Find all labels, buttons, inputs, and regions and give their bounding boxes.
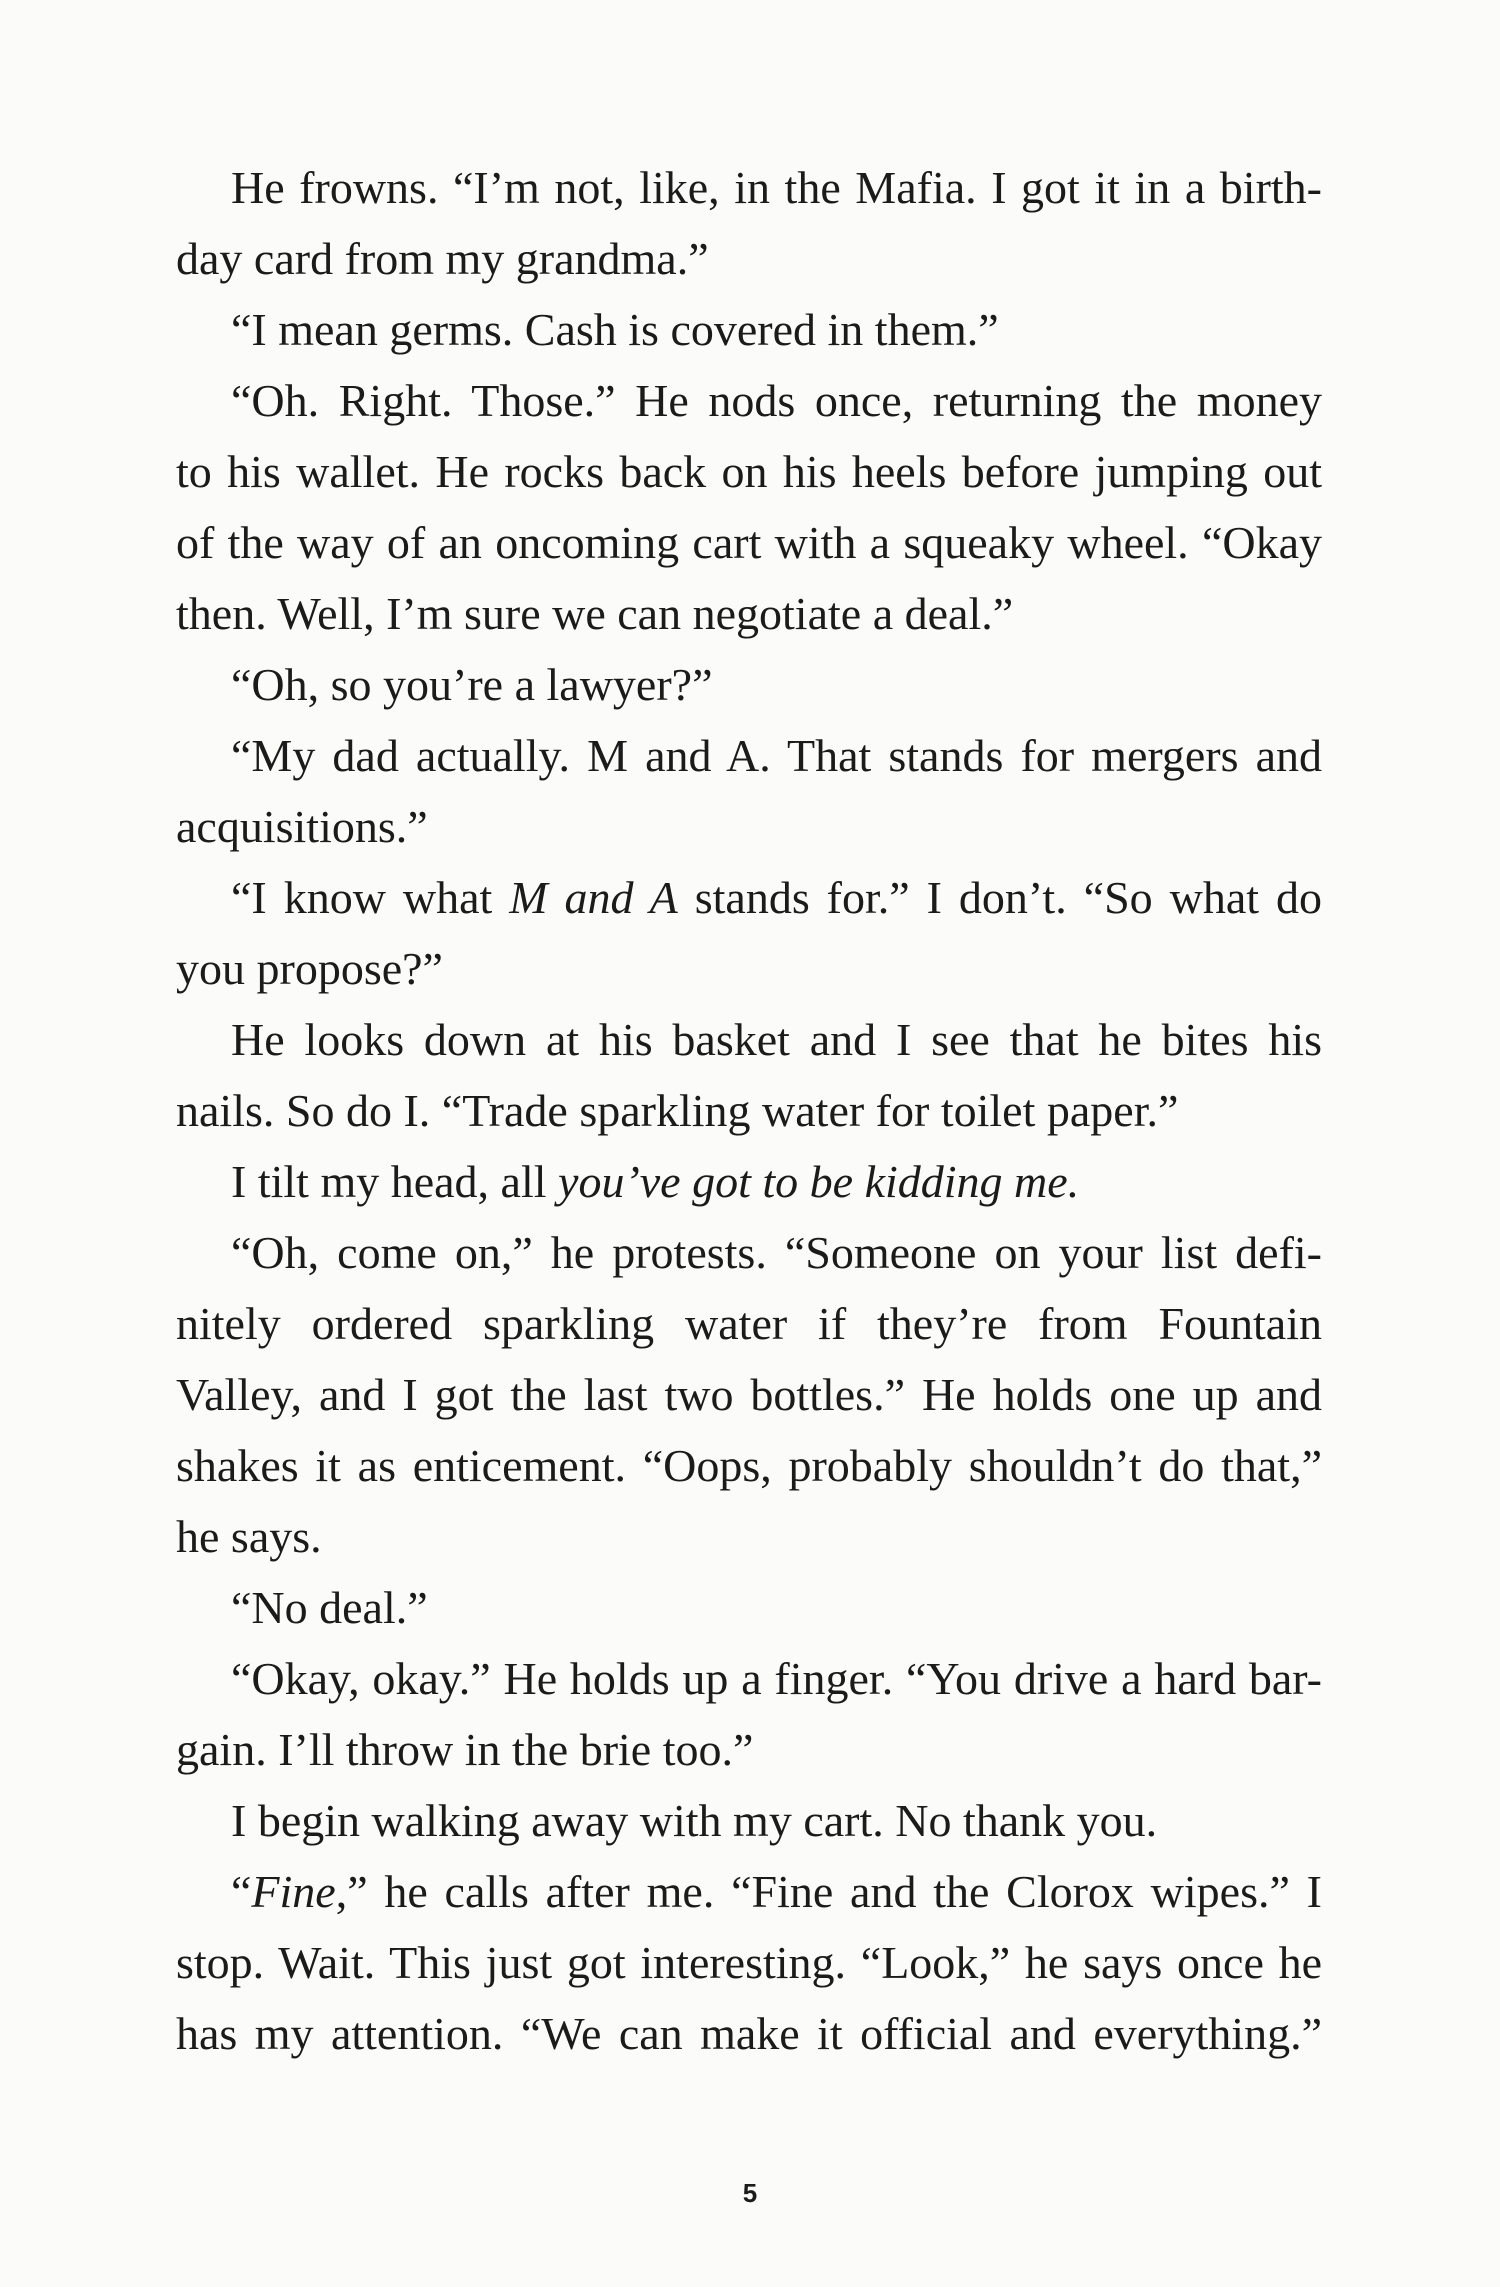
emphasis: Fine [251, 1866, 336, 1917]
text-line: he says. [176, 1511, 322, 1562]
text-line: of the way of an oncoming cart with a squeaky wheel. “Okay [176, 517, 1322, 568]
text-line: He looks down at his basket and I see that he bites his [231, 1014, 1322, 1065]
text-line: “Okay, okay.” He holds up a finger. “You drive a hard bar- [231, 1653, 1322, 1704]
text-line: stop. Wait. This just got interesting. “Look,” he says once he [176, 1937, 1322, 1988]
text-line: then. Well, I’m sure we can negotiate a deal.” [176, 588, 1014, 639]
text-line: “Oh. Right. Those.” He nods once, returning the money [231, 375, 1322, 426]
text-line: acquisitions.” [176, 801, 428, 852]
text-line: nitely ordered sparkling water if they’re from Fountain [176, 1298, 1322, 1349]
text-line: I begin walking away with my cart. No thank you. [231, 1795, 1158, 1846]
text-line: you propose?” [176, 943, 443, 994]
text-line: day card from my grandma.” [176, 233, 709, 284]
body-text [176, 152, 1322, 2069]
text-line: “No deal.” [231, 1582, 428, 1633]
text-line: shakes it as enticement. “Oops, probably shouldn’t do that,” [176, 1440, 1322, 1491]
text-line: He frowns. “I’m not, like, in the Mafia. I got it in a birth- [231, 162, 1322, 213]
text-line: “Fine,” he calls after me. “Fine and the Clorox wipes.” I [231, 1866, 1322, 1917]
text-line: gain. I’ll throw in the brie too.” [176, 1724, 754, 1775]
text-line: I tilt my head, all you’ve got to be kidding me. [231, 1156, 1080, 1207]
text-line: “Oh, so you’re a lawyer?” [231, 659, 713, 710]
text-line: “I mean germs. Cash is covered in them.” [231, 304, 999, 355]
text-line: “Oh, come on,” he protests. “Someone on your list defi- [231, 1227, 1322, 1278]
emphasis: you’ve got to be kidding me. [558, 1156, 1080, 1207]
text-line: “My dad actually. M and A. That stands for mergers and [231, 730, 1322, 781]
text-line: nails. So do I. “Trade sparkling water for toilet paper.” [176, 1085, 1179, 1136]
text-line: “I know what M and A stands for.” I don’t. “So what do [231, 872, 1322, 923]
text-line: has my attention. “We can make it official and everything.” [176, 2008, 1322, 2059]
text-line: to his wallet. He rocks back on his heels before jumping out [176, 446, 1322, 497]
emphasis: M and A [509, 872, 678, 923]
page-number: 5 [742, 2178, 758, 2208]
text-line: Valley, and I got the last two bottles.” He holds one up and [176, 1369, 1322, 1420]
